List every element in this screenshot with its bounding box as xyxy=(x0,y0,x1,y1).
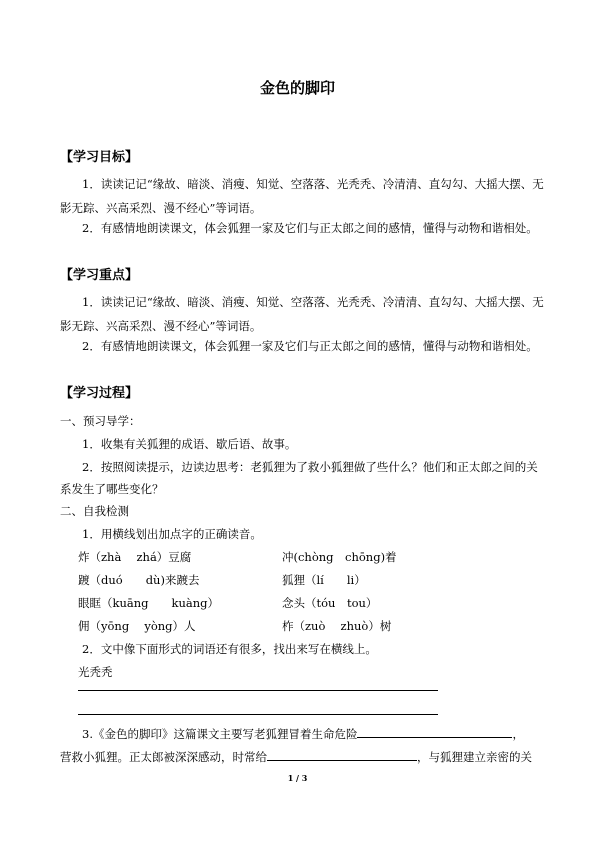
answer-line-1[interactable] xyxy=(78,690,438,691)
check-item-3-line-1 xyxy=(82,723,524,745)
check-item-2: 2．文中像下面形式的词语还有很多，找出来写在横线上。 xyxy=(82,642,377,656)
page-title: 金色的脚印 xyxy=(259,79,335,97)
blank-2[interactable] xyxy=(267,747,417,761)
pinyin-right-4: 柞（zuò zhuò）树 xyxy=(282,619,392,633)
preview-item-1: 1．收集有关狐狸的成语、歇后语、故事。 xyxy=(82,437,297,451)
page-number: 1 / 3 xyxy=(287,773,308,783)
pinyin-left-4: 佣（yōng yòng）人 xyxy=(78,619,196,633)
check-item-3-text-a: 3.《金色的脚印》这篇课文主要写老狐狸冒着生命危险 xyxy=(82,727,358,741)
pinyin-right-3: 念头（tóu tou） xyxy=(282,596,378,610)
check-item-3-text-d: ，与狐狸建立亲密的关 xyxy=(417,750,532,764)
part-preview: 一、预习导学： xyxy=(60,414,141,428)
pinyin-right-1: 冲(chòng chōng)着 xyxy=(282,550,397,564)
heading-key-points: 【学习重点】 xyxy=(60,268,139,283)
check-item-3-text-b: ， xyxy=(512,727,524,741)
goals-item-1: 1．读读记记“缘故、暗淡、消瘦、知觉、空落落、光秃秃、冷清清、直勾勾、大摇大摆、无影无踪、兴高采烈、漫不经心”等词语。 xyxy=(60,177,544,215)
heading-learning-goals: 【学习目标】 xyxy=(60,150,139,165)
keypoints-item-2: 2．有感情地朗读课文，体会狐狸一家及它们与正太郎之间的感情，懂得与动物和谐相处。 xyxy=(82,339,538,353)
blank-1[interactable] xyxy=(357,724,512,738)
keypoints-item-1: 1．读读记记“缘故、暗淡、消瘦、知觉、空落落、光秃秃、冷清清、直勾勾、大摇大摆、无影无踪、兴高采烈、漫不经心”等词语。 xyxy=(60,295,544,333)
check-item-3-line-2 xyxy=(60,746,532,768)
pinyin-left-2: 踱（duó dù)来踱去 xyxy=(78,573,200,587)
answer-line-2[interactable] xyxy=(78,714,438,715)
pinyin-left-3: 眼眶（kuāng kuàng） xyxy=(78,596,219,610)
pinyin-left-1: 炸（zhà zhá）豆腐 xyxy=(78,550,192,564)
check-item-3-text-c: 营救小狐狸。正太郎被深深感动，时常给 xyxy=(60,750,267,764)
heading-learning-process: 【学习过程】 xyxy=(60,386,139,401)
pinyin-right-2: 狐狸（lí li） xyxy=(282,573,366,587)
part-self-check: 二、自我检测 xyxy=(60,504,129,518)
goals-item-2: 2．有感情地朗读课文，体会狐狸一家及它们与正太郎之间的感情，懂得与动物和谐相处。 xyxy=(82,221,538,235)
preview-item-2: 2．按照阅读提示，边读边思考：老狐狸为了救小狐狸做了些什么？他们和正太郎之间的关系发生了哪些变化？ xyxy=(60,460,538,496)
check-item-1: 1．用横线划出加点字的正确读音。 xyxy=(82,527,262,541)
example-word: 光秃秃 xyxy=(78,665,113,679)
